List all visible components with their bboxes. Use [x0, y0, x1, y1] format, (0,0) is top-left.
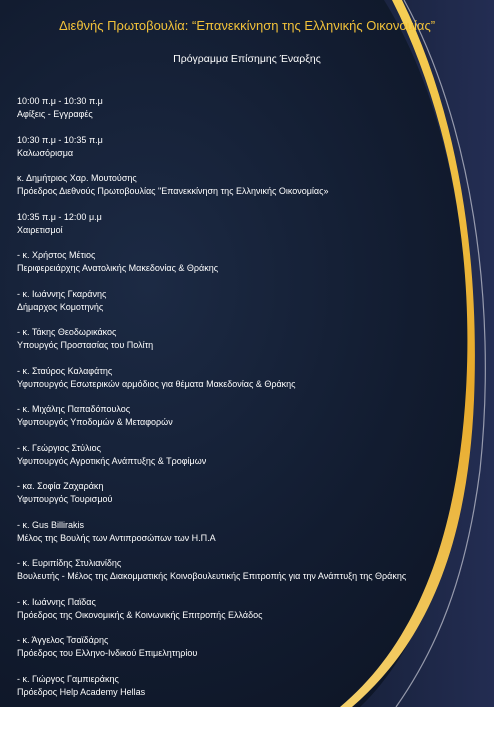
agenda-entry-heading: - κ. Τάκης Θεοδωρικάκος	[17, 327, 117, 337]
agenda-entry-heading: 12:00 μ.μ - 12:15 μ.μ	[17, 712, 101, 722]
agenda-entry-heading: - κ. Ιωάννης Γκαράνης	[17, 288, 107, 299]
agenda-entry-detail: Καλωσόρισμα	[17, 147, 74, 158]
agenda-entry-heading: 10:35 π.μ - 12:00 μ.μ	[17, 211, 102, 222]
agenda-entry-heading: - κ. Γεώργιος Στύλιος	[17, 442, 101, 453]
agenda-entry-detail: Χαιρετισμοί	[17, 224, 63, 235]
agenda-entry-heading: - κ. Χρήστος Μέτιος	[17, 250, 96, 260]
agenda-entry	[17, 557, 492, 583]
agenda-entry-detail: Υπουργός Προστασίας του Πολίτη	[17, 340, 154, 350]
program-subtitle: Πρόγραμμα Επίσημης Έναρξης	[173, 53, 321, 65]
agenda-list	[17, 95, 492, 750]
agenda-entry	[17, 519, 492, 545]
agenda-entry-detail: Υφυπουργός Τουρισμού	[17, 494, 113, 504]
agenda-entry-detail: Διάλειμμα Καφέ	[17, 725, 80, 735]
agenda-entry-heading: - κ. Ευριπίδης Στυλιανίδης	[17, 558, 122, 568]
agenda-entry	[17, 172, 492, 198]
agenda-entry-heading: - κα. Σοφία Ζαχαράκη	[17, 481, 104, 491]
agenda-entry-detail: Υφυπουργός Αγροτικής Ανάπτυξης & Τροφίμων	[17, 455, 207, 466]
agenda-entry-detail: Περιφερειάρχης Ανατολικής Μακεδονίας & Θράκης	[17, 263, 219, 273]
agenda-entry	[17, 673, 492, 699]
agenda-entry	[17, 134, 492, 160]
agenda-entry-detail: Πρόεδρος του Ελληνο-Ινδικού Επιμελητηρίου	[17, 648, 198, 658]
agenda-entry	[17, 211, 492, 237]
agenda-entry	[17, 711, 492, 737]
agenda-entry-detail: Υφυπουργός Εσωτερικών αρμόδιος για θέματα Μακεδονίας & Θράκης	[17, 378, 296, 389]
page-title: Διεθνής Πρωτοβουλία: “Επανεκκίνηση της Ελληνικής Οικονομίας”	[58, 18, 436, 33]
agenda-entry-detail: Πρόεδρος Help Academy Hellas	[17, 686, 146, 697]
agenda-entry-heading: - κ. Ιωάννης Παϊδας	[17, 596, 96, 607]
agenda-entry	[17, 249, 492, 275]
agenda-entry-detail: Βουλευτής - Μέλος της Διακομματικής Κοινοβουλευτικής Επιτροπής για την Ανάπτυξη της Θράκης	[17, 571, 407, 581]
agenda-entry	[17, 365, 492, 391]
agenda-entry	[17, 403, 492, 429]
agenda-entry	[17, 634, 492, 660]
agenda-entry-heading: - κ. Γιώργος Γαμπιεράκης	[17, 673, 119, 684]
agenda-entry	[17, 326, 492, 352]
agenda-entry-detail: Πρόεδρος Διεθνούς Πρωτοβουλίας "Επανεκκίνηση της Ελληνικής Οικονομίας»	[17, 186, 329, 196]
agenda-entry-heading: - κ. Gus Billirakis	[17, 519, 85, 530]
agenda-entry-detail: Μέλος της Βουλής των Αντιπροσώπων των Η.Π.Α	[17, 532, 216, 543]
agenda-entry-heading: 10:30 π.μ - 10:35 π.μ	[17, 134, 103, 145]
agenda-entry-heading: - κ. Άγγελος Τσαϊδάρης	[17, 635, 109, 645]
agenda-entry-heading: 10:00 π.μ - 10:30 π.μ	[17, 96, 103, 106]
agenda-entry-heading: - κ. Μιχάλης Παπαδόπουλος	[17, 404, 131, 414]
agenda-entry-detail: Αφίξεις - Εγγραφές	[17, 109, 93, 119]
agenda-entry-detail: Υφυπουργός Υποδομών & Μεταφορών	[17, 417, 173, 427]
agenda-entry-heading: κ. Δημήτριος Χαρ. Μουτούσης	[17, 173, 137, 183]
agenda-entry	[17, 288, 492, 314]
agenda-entry	[17, 442, 492, 468]
agenda-entry-heading: - κ. Σταύρος Καλαφάτης	[17, 365, 113, 376]
agenda-entry	[17, 95, 492, 121]
agenda-entry	[17, 596, 492, 622]
agenda-entry-detail: Πρόεδρος της Οικονομικής & Κοινωνικής Επιτροπής Ελλάδος	[17, 609, 263, 620]
agenda-entry-detail: Δήμαρχος Κομοτηνής	[17, 301, 104, 312]
agenda-entry	[17, 480, 492, 506]
